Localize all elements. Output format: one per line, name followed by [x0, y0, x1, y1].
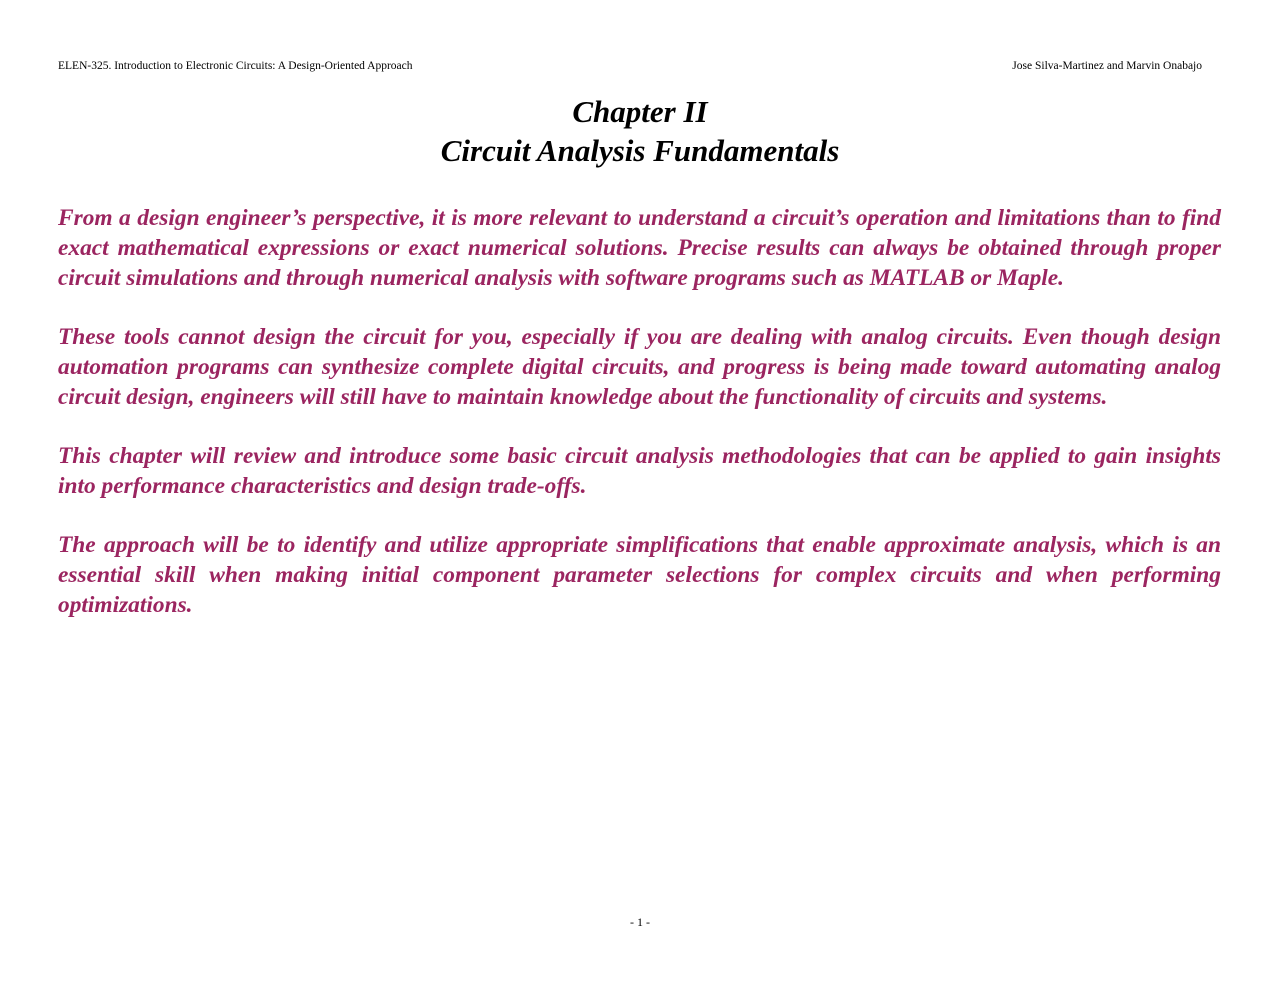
- paragraph-2: These tools cannot design the circuit for you, especially if you are dealing with analog circuits. Even though design automation programs can synthesize complete digital circuits, and progress is being made toward automating analog circuit design, engineers will still have to maintain knowledge about the functionality of circuits and systems.: [58, 324, 1221, 410]
- header-authors: Jose Silva-Martinez and Marvin Onabajo: [1012, 60, 1202, 72]
- header-course-title: ELEN-325. Introduction to Electronic Circuits: A Design-Oriented Approach: [58, 60, 413, 72]
- page-number: - 1 -: [630, 915, 650, 929]
- chapter-name: Circuit Analysis Fundamentals: [440, 133, 840, 168]
- paragraph-3: This chapter will review and introduce some basic circuit analysis methodologies that can be applied to gain insights into performance characteristics and design trade-offs.: [58, 443, 1221, 499]
- paragraph-1: From a design engineer’s perspective, it is more relevant to understand a circuit’s operation and limitations than to find exact mathematical expressions or exact numerical solutions. Precise results can always be obtained through proper circuit simulations and through numerical analysis with software programs such as MATLAB or Maple.: [58, 205, 1221, 291]
- paragraph-4: The approach will be to identify and utilize appropriate simplifications that enable approximate analysis, which is an essential skill when making initial component parameter selections for complex circuits and when performing optimizations.: [58, 532, 1221, 618]
- chapter-number: Chapter II: [572, 94, 708, 129]
- chapter-intro-text: [58, 203, 1221, 649]
- chapter-title: [0, 92, 1280, 170]
